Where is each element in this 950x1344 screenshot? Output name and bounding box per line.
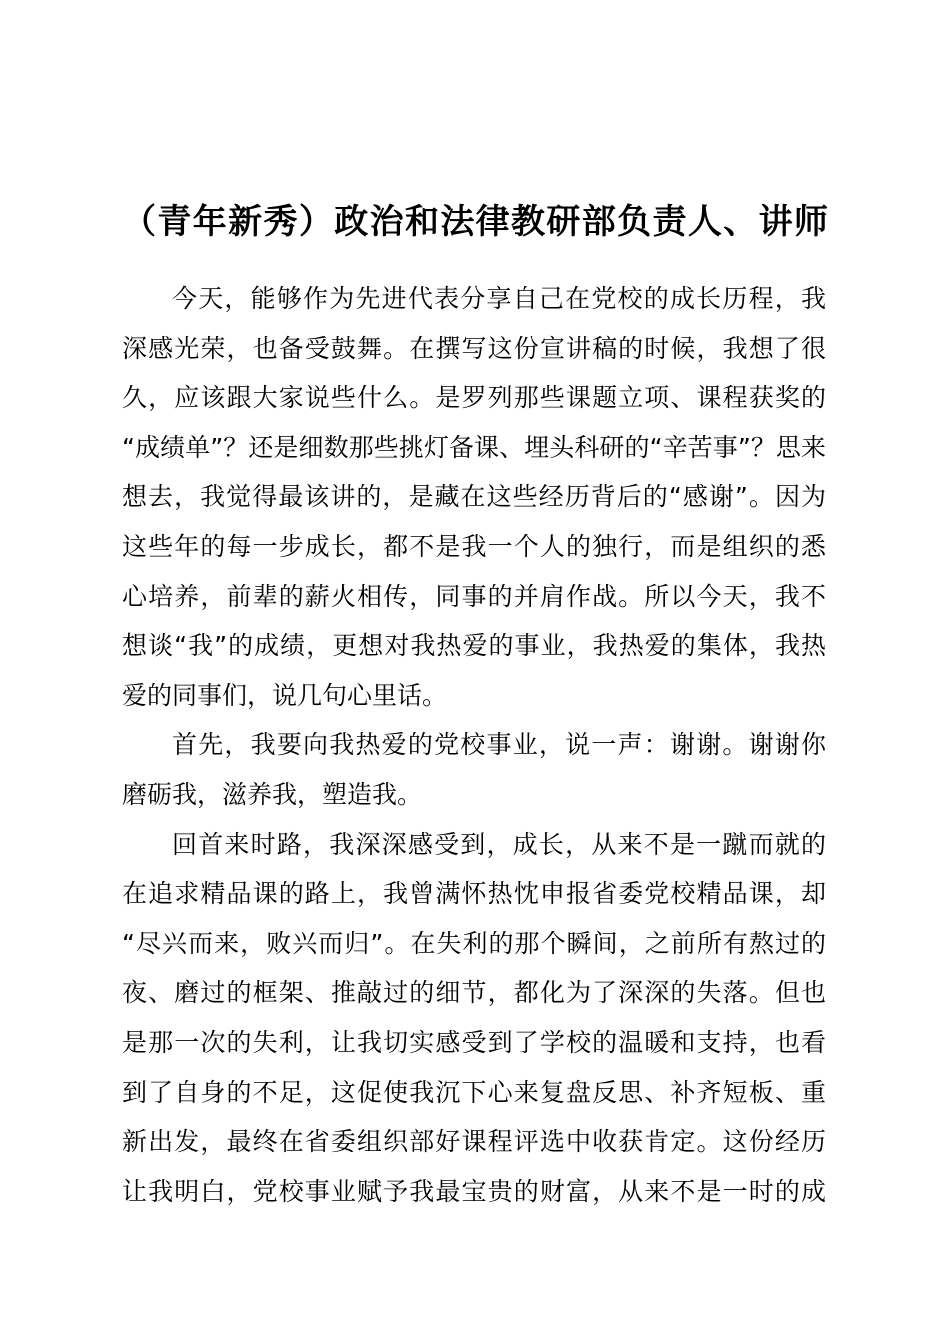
text-line: 今天，能够作为先进代表分享自己在党校的成长历程，我 bbox=[172, 284, 826, 313]
text-line: 心培养，前辈的薪火相传，同事的并肩作战。所以今天，我不 bbox=[122, 581, 826, 611]
text-line: 磨砺我，滋养我，塑造我。 bbox=[122, 779, 423, 809]
text-line: 回首来时路，我深深感受到，成长，从来不是一蹴而就的 bbox=[172, 829, 826, 859]
text-line: 首先，我要向我热爱的党校事业，说一声：谢谢。谢谢你 bbox=[172, 730, 826, 760]
text-line: 想谈“我”的成绩，更想对我热爱的事业，我热爱的集体，我热 bbox=[122, 631, 826, 661]
text-line: 夜、磨过的框架、推敲过的细节，都化为了深深的失落。但也 bbox=[122, 978, 826, 1008]
text-line: 久，应该跟大家说些什么。是罗列那些课题立项、课程获奖的 bbox=[122, 383, 826, 413]
text-line: 让我明白，党校事业赋予我最宝贵的财富，从来不是一时的成 bbox=[122, 1176, 826, 1206]
text-line: 新出发，最终在省委组织部好课程评选中收获肯定。这份经历 bbox=[122, 1127, 826, 1157]
text-line: “成绩单”？还是细数那些挑灯备课、埋头科研的“辛苦事”？思来 bbox=[122, 432, 826, 462]
text-line: 深感光荣，也备受鼓舞。在撰写这份宣讲稿的时候，我想了很 bbox=[122, 333, 826, 363]
text-line: 是那一次的失利，让我切实感受到了学校的温暖和支持，也看 bbox=[122, 1027, 826, 1057]
text-line: 在追求精品课的路上，我曾满怀热忱申报省委党校精品课，却 bbox=[122, 879, 826, 909]
text-line: 到了自身的不足，这促使我沉下心来复盘反思、补齐短板、重 bbox=[122, 1077, 826, 1107]
document-body bbox=[122, 274, 826, 1216]
document-title: （青年新秀）政治和法律教研部负责人、讲师 bbox=[122, 202, 828, 242]
text-line: 想去，我觉得最该讲的，是藏在这些经历背后的“感谢”。因为 bbox=[122, 482, 826, 512]
text-line: 这些年的每一步成长，都不是我一个人的独行，而是组织的悉 bbox=[122, 531, 826, 561]
text-line: 爱的同事们，说几句心里话。 bbox=[122, 680, 448, 710]
text-line: “尽兴而来，败兴而归”。在失利的那个瞬间，之前所有熬过的 bbox=[122, 928, 826, 958]
